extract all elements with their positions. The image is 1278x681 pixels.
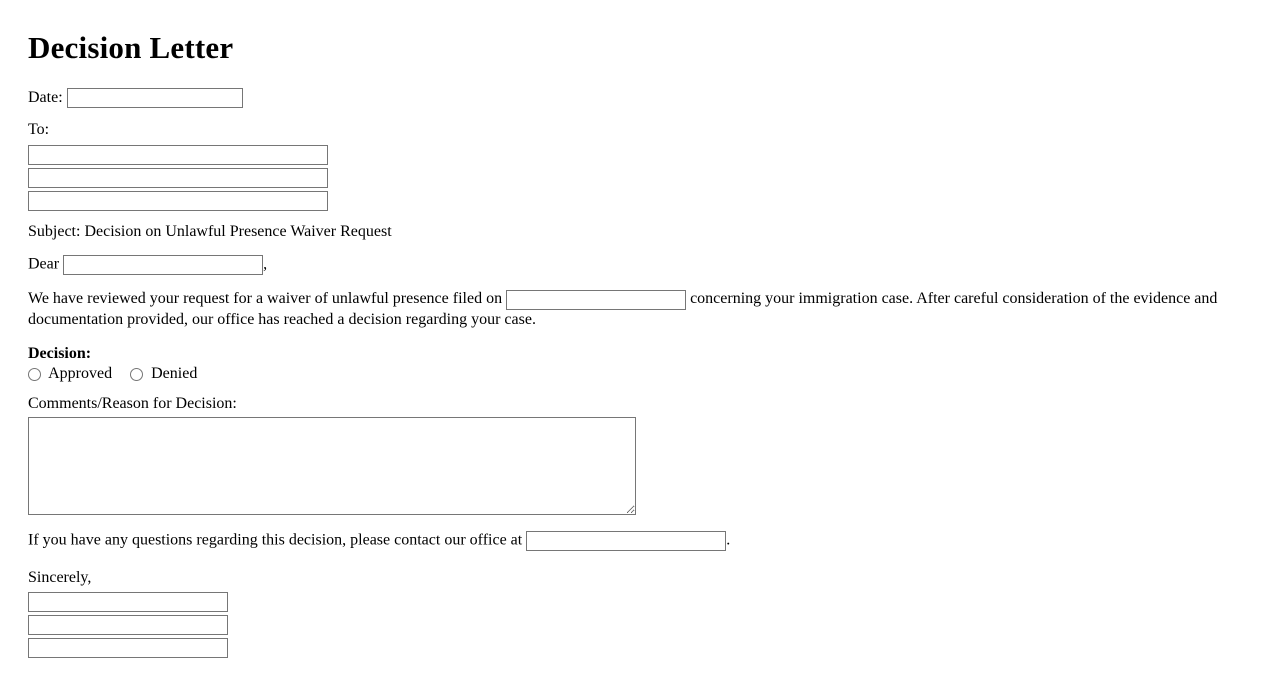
decision-radio-group (28, 365, 1250, 383)
salutation-prefix: Dear (28, 256, 60, 273)
body-text-part-1: We have reviewed your request for a waiver of unlawful presence filed on (28, 290, 503, 308)
closing-fields (28, 592, 1250, 658)
salutation-row (28, 255, 1250, 275)
to-line-2[interactable] (28, 168, 328, 188)
decision-radio-denied[interactable] (130, 368, 143, 381)
comments-textarea[interactable] (28, 417, 636, 515)
decision-option-denied-label: Denied (151, 364, 198, 382)
body-text-part-2: concerning your immigration case. After careful consideration of the evidence and documentation provided, our office has reached a decision regarding your case. (28, 290, 1218, 329)
page-title: Decision Letter (28, 30, 234, 65)
date-label: Date: (28, 89, 63, 106)
closing-line-3[interactable] (28, 638, 228, 658)
date-input[interactable] (67, 88, 243, 108)
decision-radio-approved[interactable] (28, 368, 41, 381)
date-row (28, 88, 1250, 108)
salutation-suffix: , (263, 256, 268, 273)
decision-option-approved-label: Approved (48, 364, 113, 382)
salutation-input[interactable] (63, 255, 263, 275)
contact-prefix: If you have any questions regarding this decision, please contact our office at (28, 531, 523, 549)
to-line-1[interactable] (28, 145, 328, 165)
contact-input[interactable] (526, 531, 726, 551)
decision-option-denied[interactable] (130, 365, 197, 382)
closing-line-1[interactable] (28, 592, 228, 612)
body-paragraph (28, 289, 1248, 331)
filed-on-input[interactable] (506, 290, 686, 310)
to-line-3[interactable] (28, 191, 328, 211)
subject-line: Subject: Decision on Unlawful Presence Waiver Request (28, 223, 392, 241)
decision-option-approved[interactable] (28, 365, 116, 382)
decision-label: Decision: (28, 344, 92, 362)
closing-line-2[interactable] (28, 615, 228, 635)
comments-label: Comments/Reason for Decision: (28, 394, 237, 412)
closing-label: Sincerely, (28, 568, 92, 586)
contact-row (28, 531, 1250, 551)
contact-suffix: . (726, 531, 731, 549)
to-label: To: (28, 121, 50, 139)
to-fields (28, 145, 1250, 211)
